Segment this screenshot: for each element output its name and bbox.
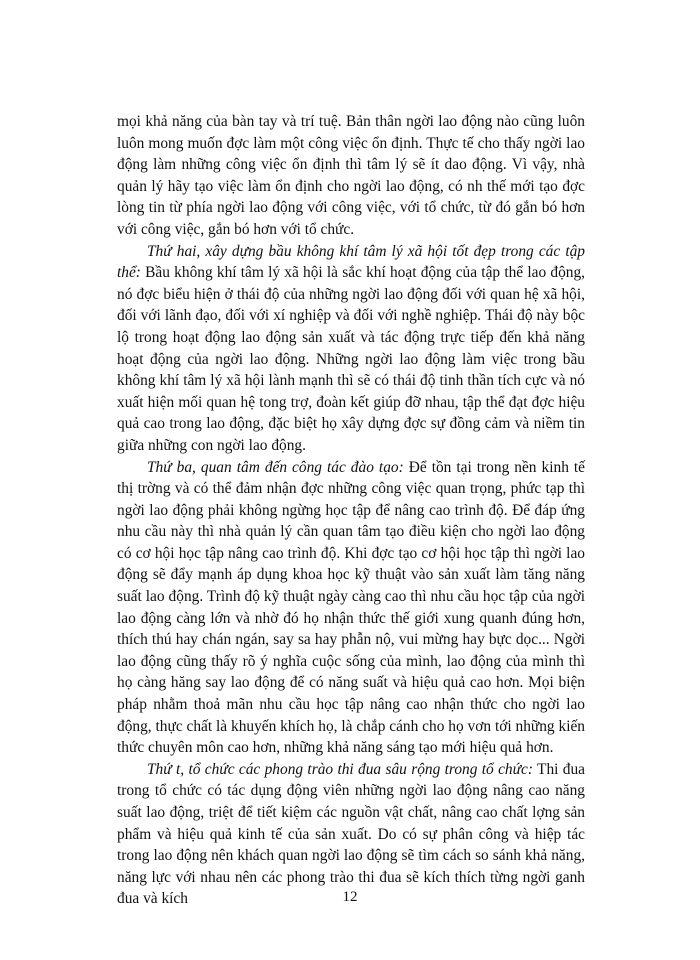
paragraph-3-lead: Thứ ba, quan tâm đến công tác đào tạo:: [147, 458, 404, 476]
paragraph-2: [117, 241, 585, 457]
paragraph-1: [117, 111, 585, 241]
paragraph-2-text: Bầu không khí tâm lý xã hội là sắc khí hoạt động của tập thể lao động, nó đợc biểu hiện ở thái độ của những ngời lao động đối với quan hệ xã hội, đối với lãnh đạo, đối với xí nghiệp và đối với nghề nghiệp. Thái độ này bộc lộ trong hoạt động lao động sản xuất và tác động trực tiếp đến khả năng hoạt động của ngời lao động. Những ngời lao động làm việc trong bầu không khí tâm lý xã hội lành mạnh thì sẽ có thái độ tinh thần tích cực và nó xuất hiện mối quan hệ tong trợ, đoàn kết giúp đỡ nhau, tập thể đạt đợc hiệu quả cao trong lao động, đặc biệt họ xây dựng đợc sự đồng cảm và niềm tin giữa những con ngời lao động.: [117, 264, 585, 454]
paragraph-3: [117, 457, 585, 759]
paragraph-4-lead: Thứ t, tổ chức các phong trào thi đua sâu rộng trong tổ chức:: [147, 760, 533, 778]
paragraph-3-text: Để tồn tại trong nền kinh tế thị trờng và có thể đảm nhận đợc những công việc quan trọng, phức tạp thì ngời lao động phải không ngừng học tập để nâng cao trình độ. Để đáp ứng nhu cầu này thì nhà quản lý cần quan tâm tạo điều kiện cho ngời lao động có cơ hội học tập nâng cao trình độ. Khi đợc tạo cơ hội học tập thì ngời lao động sẽ đẩy mạnh áp dụng khoa học kỹ thuật vào sản xuất làm tăng năng suất lao động. Trình độ kỹ thuật ngày càng cao thì nhu cầu học tập của ngời lao động càng lớn và nhờ đó họ nhận thức thế giới xung quanh đúng hơn, thích thú hay chán ngán, say sa hay phẫn nộ, vui mừng hay bực dọc... Ngời lao động cũng thấy rõ ý nghĩa cuộc sống của mình, lao động của mình thì họ càng hăng say lao động để có năng suất và hiệu quả cao hơn. Mọi biện pháp nhằm thoả mãn nhu cầu học tập nâng cao nhận thức cho ngời lao động, thực chất là khuyến khích họ, là chắp cánh cho họ vơn tới những kiến thức chuyên môn cao hơn, những khả năng sáng tạo mới hiệu quả hơn.: [117, 458, 586, 757]
paragraph-4-text: Thi đua trong tổ chức có tác dụng động viên những ngời lao động nâng cao năng suất lao động, triệt để tiết kiệm các nguồn vật chất, nâng cao chất lợng sản phẩm và hiệu quả kinh tế của sản xuất. Do có sự phân công và hiệp tác trong lao động nên khách quan ngời lao động sẽ tìm cách so sánh khả năng, năng lực với nhau nên các phong trào thi đua sẽ kích thích từng ngời ganh đua và kích: [117, 760, 585, 908]
document-body: [117, 111, 585, 910]
paragraph-4: [117, 759, 585, 910]
page-number: 12: [342, 889, 358, 905]
paragraph-2-lead: Thứ hai, xây dựng bầu không khí tâm lý xã hội tốt đẹp trong các tập thể:: [117, 242, 585, 282]
paragraph-1-text: mọi khả năng của bàn tay và trí tuệ. Bản thân ngời lao động nào cũng luôn luôn mong muốn đợc làm một công việc ổn định. Thực tế cho thấy ngời lao động làm những công việc ổn định thì tâm lý sẽ ít dao động. Vì vậy, nhà quản lý hãy tạo việc làm ổn định cho ngời lao động, có nh thế mới tạo đợc lòng tin từ phía ngời lao động với công việc, với tổ chức, từ đó gắn bó hơn với công việc, gắn bó hơn với tổ chức.: [117, 113, 585, 238]
